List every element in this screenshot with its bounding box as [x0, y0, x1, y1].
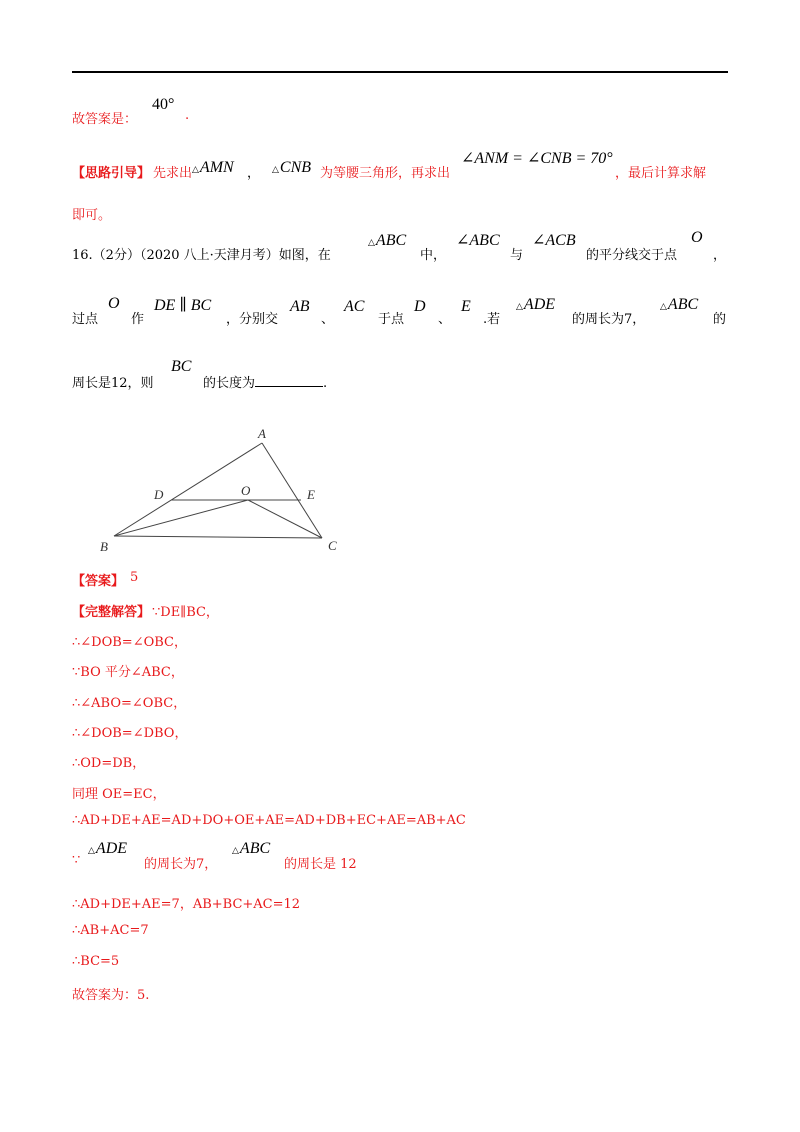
solution-line-8: ∴AD+DE+AE=AD+DO+OE+AE=AD+DB+EC+AE=AB+AC [72, 813, 466, 828]
answer-tag: 【答案】 [72, 574, 125, 589]
question-line2-b: 作 [131, 312, 145, 327]
triangle-icon: △ [660, 301, 667, 311]
question-line2-a: 过点 [72, 312, 99, 327]
solution-line-7: 同理 OE=EC， [72, 787, 166, 802]
triangle-icon: △ [88, 845, 95, 855]
question-math-ac: AC [344, 298, 365, 315]
question-math-e: E [461, 298, 471, 315]
segment-bc [114, 536, 322, 538]
hint-tag: 【思路引导】 [72, 166, 151, 181]
question-math-abc2: △ABC [660, 296, 699, 313]
segment-bo [114, 500, 248, 536]
label-o: O [241, 483, 251, 498]
triangle-icon: △ [516, 301, 523, 311]
prev-answer-value: 40° [152, 96, 175, 113]
question-math-angle-acb: ∠ACB [532, 232, 576, 249]
answer-value: 5 [130, 570, 139, 585]
solution-line-4: ∴∠ABO=∠OBC， [72, 696, 187, 711]
solution-math-abc: △ABC [232, 840, 271, 857]
hint-text-2: 为等腰三角形，再求出 [320, 166, 451, 181]
hint-comma: ， [247, 166, 261, 181]
question-math-o2: O [108, 295, 120, 312]
triangle-figure [96, 420, 356, 560]
question-math-o: O [691, 229, 703, 246]
question-line2-f: 、 [438, 312, 452, 327]
question-line1-b: 中， [420, 248, 447, 263]
question-line3-b: 的长度为 . [203, 376, 328, 391]
label-c: C [328, 538, 337, 553]
triangle-icon: △ [192, 164, 199, 174]
solution-line-1: ∵DE∥BC， [152, 605, 219, 620]
hint-text-3: ，最后计算求解 [615, 166, 707, 181]
question-line1-a: 16.（2分）（2020 八上·天津月考）如图，在 [72, 248, 331, 263]
question-math-de-parallel-bc: DE ∥ BC [154, 297, 212, 314]
solution-line-6: ∴OD=DB， [72, 756, 146, 771]
question-math-ade: △ADE [516, 296, 556, 313]
prev-answer-prefix: 故答案是： [72, 112, 138, 127]
hint-math-cnb: △CNB [272, 159, 312, 176]
answer-blank [255, 374, 323, 387]
prev-answer-dot: . [185, 108, 190, 123]
question-math-angle-abc: ∠ABC [456, 232, 500, 249]
solution-line-13: 故答案为：5. [72, 988, 150, 1003]
question-line2-i: 的 [713, 312, 727, 327]
question-math-abc: △ABC [368, 232, 407, 249]
question-line1-c: 与 [510, 248, 524, 263]
question-math-ab: AB [290, 298, 310, 315]
label-b: B [100, 539, 108, 554]
question-line1-d: 的平分线交于点 [586, 248, 678, 263]
question-line2-h: 的周长为7， [572, 312, 646, 327]
label-d: D [154, 487, 164, 502]
hint-math-amn: △AMN [192, 159, 234, 176]
triangle-icon: △ [272, 164, 279, 174]
solution-line-3: ∵BO 平分∠ABC， [72, 665, 184, 680]
solution-line-9-c: 的周长是 12 [284, 857, 357, 872]
solution-line-9-a: ∵ [72, 853, 81, 868]
question-line2-d: 、 [321, 312, 335, 327]
hint-formula: ∠ANM = ∠CNB = 70° [461, 150, 613, 167]
question-line2-c: ，分别交 [226, 312, 279, 327]
question-line2-g: .若 [483, 312, 501, 327]
triangle-icon: △ [232, 845, 239, 855]
question-math-d: D [414, 298, 426, 315]
solution-line-11: ∴AB+AC=7 [72, 923, 149, 938]
question-math-bc: BC [171, 358, 192, 375]
solution-line-2: ∴∠DOB=∠OBC， [72, 635, 187, 650]
question-line2-e: 于点 [378, 312, 405, 327]
header-rule [72, 71, 728, 73]
hint-text-4: 即可。 [72, 208, 112, 223]
triangle-icon: △ [368, 237, 375, 247]
solution-line-5: ∴∠DOB=∠DBO， [72, 726, 188, 741]
segment-ab [114, 443, 262, 536]
hint-text-1: 先求出 [153, 166, 193, 181]
solution-math-ade: △ADE [88, 840, 128, 857]
solution-line-10: ∴AD+DE+AE=7，AB+BC+AC=12 [72, 897, 301, 912]
solution-tag: 【完整解答】 [72, 605, 151, 620]
label-e: E [307, 487, 315, 502]
solution-line-9-b: 的周长为7， [144, 857, 218, 872]
label-a: A [258, 426, 266, 441]
question-line1-e: ， [713, 248, 727, 263]
question-line3-a: 周长是12，则 [72, 376, 154, 391]
segment-co [248, 500, 322, 538]
solution-line-12: ∴BC=5 [72, 954, 120, 969]
